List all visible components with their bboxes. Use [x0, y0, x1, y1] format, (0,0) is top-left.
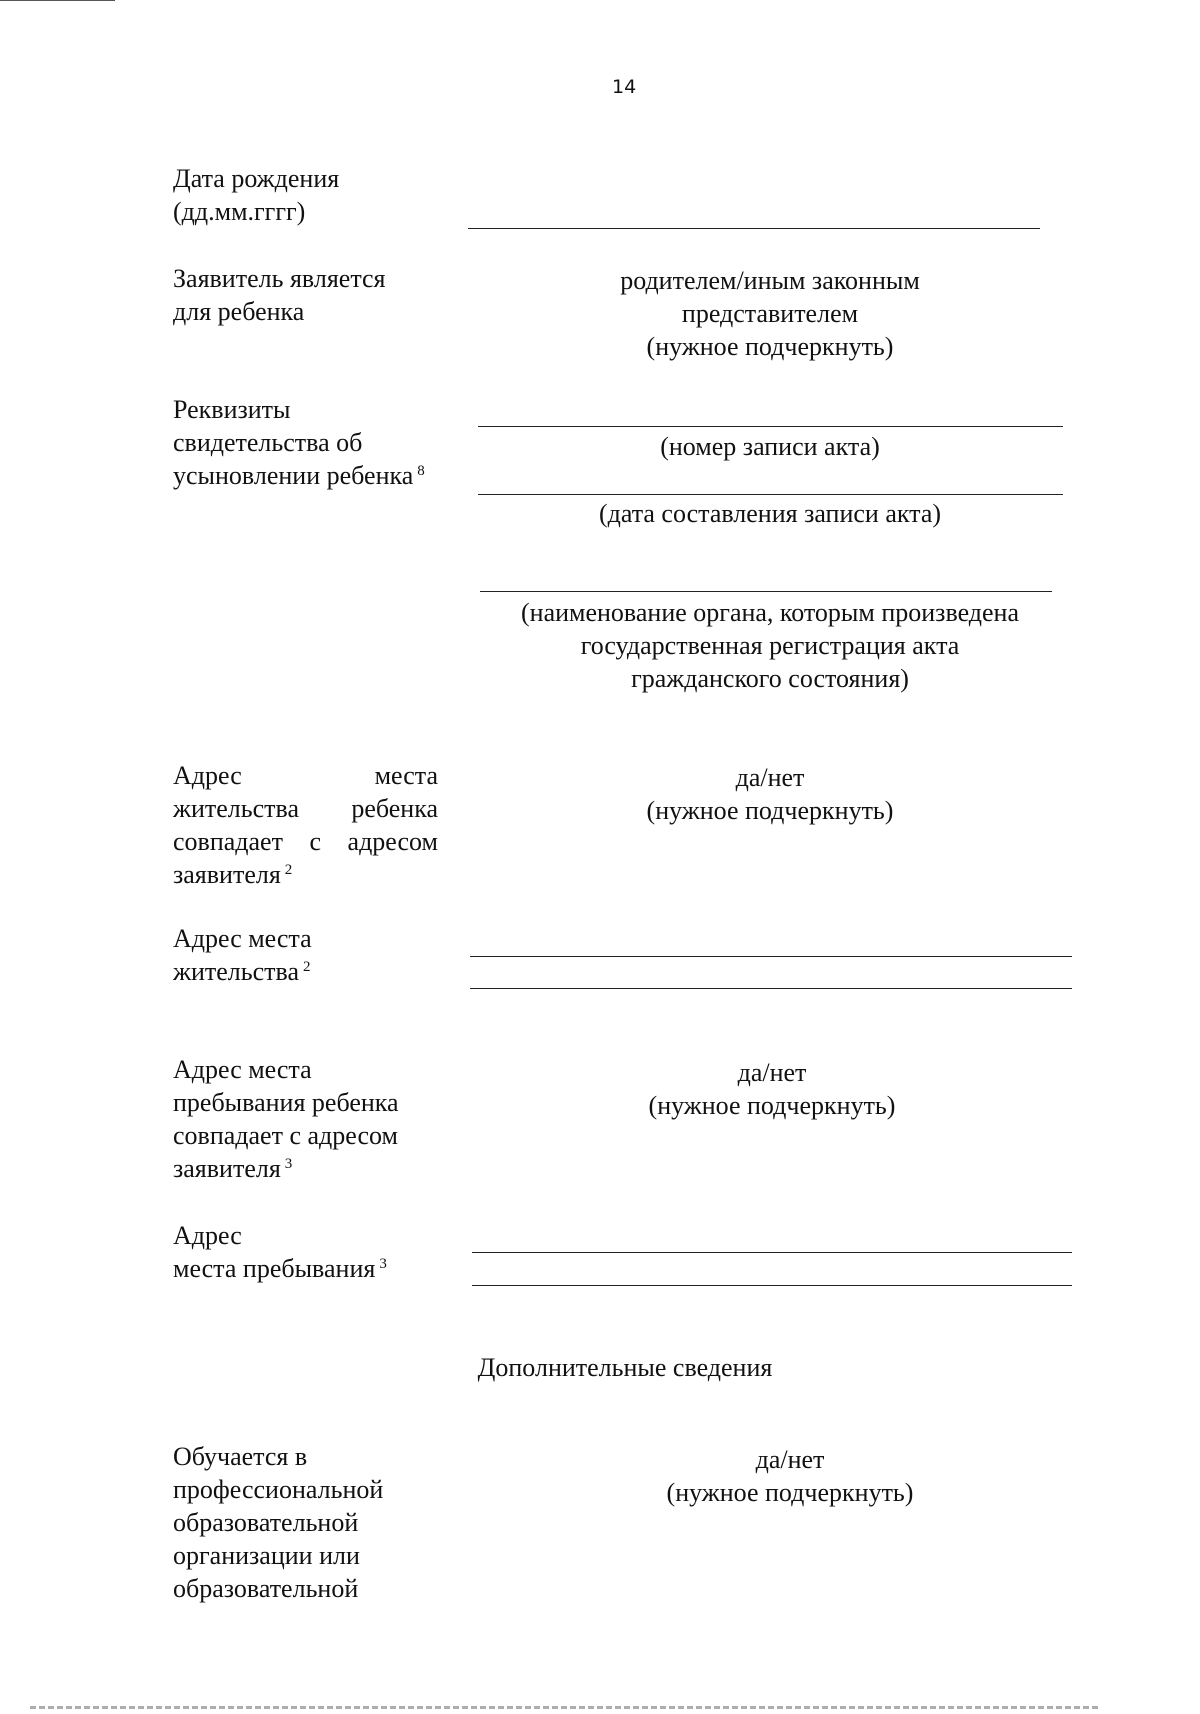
authority-caption-3: гражданского состояния): [631, 664, 909, 693]
stay-match-hint: (нужное подчеркнуть): [648, 1091, 896, 1120]
stay-address-label: Адрес: [173, 1221, 242, 1250]
studies-value: да/нет: [755, 1445, 825, 1474]
stay-match-label-3: совпадает с адресом: [173, 1121, 398, 1150]
record-number-caption: (номер записи акта): [660, 432, 880, 461]
applicant-is-hint: (нужное подчеркнуть): [646, 332, 894, 361]
applicant-is-label-2: для ребенка: [173, 297, 305, 326]
scan-edge-bottom: [30, 1706, 1100, 1709]
page-number: 14: [612, 76, 637, 98]
residence-match-value: да/нет: [735, 763, 805, 792]
residence-address-line: [470, 956, 1072, 957]
applicant-is-value-2: представителем: [681, 299, 859, 328]
footnote-marker: 2: [303, 959, 311, 975]
adoption-cert-label-2: свидетельства об: [173, 428, 363, 457]
footnote-marker: 8: [417, 463, 425, 479]
stay-address-line-2: [472, 1285, 1072, 1286]
additional-heading: Дополнительные сведения: [477, 1353, 773, 1382]
studies-label-3: образовательной: [173, 1508, 359, 1537]
footnote-marker: 3: [284, 1156, 293, 1172]
authority-caption: (наименование органа, которым произведена: [521, 598, 1019, 627]
residence-match-label-4: заявителя $^2$: [173, 860, 293, 889]
authority-caption-2: государственная регистрация акта: [580, 631, 960, 660]
stay-match-label-2: пребывания ребенка: [173, 1088, 399, 1117]
residence-address-line-2: [470, 988, 1072, 989]
residence-match-label-2: жительства ребенка: [173, 794, 438, 823]
adoption-cert-label-3: усыновлении ребенка $^8$: [173, 461, 425, 490]
residence-match-label: Адрес места: [173, 761, 438, 790]
record-number-line: [478, 426, 1063, 427]
record-date-caption: (дата составления записи акта): [598, 499, 942, 528]
adoption-cert-label: Реквизиты: [173, 395, 291, 424]
authority-line: [480, 591, 1052, 592]
studies-label: Обучается в: [173, 1442, 308, 1471]
residence-address-label-2: жительства $^2$: [173, 957, 311, 986]
stay-address-label-2: места пребывания $^3$: [173, 1254, 387, 1283]
applicant-is-value: родителем/иным законным: [620, 266, 920, 295]
studies-label-5: образовательной: [173, 1574, 359, 1603]
record-date-line: [478, 494, 1063, 495]
residence-match-hint: (нужное подчеркнуть): [646, 796, 894, 825]
studies-hint: (нужное подчеркнуть): [666, 1478, 914, 1507]
residence-address-label: Адрес места: [173, 924, 312, 953]
birth-date-line: [468, 228, 1040, 229]
stay-match-value: да/нет: [737, 1058, 807, 1087]
applicant-is-label: Заявитель является: [173, 264, 386, 293]
birth-date-format: (дд.мм.гггг): [173, 197, 306, 226]
scan-edge-top: [0, 0, 115, 1]
stay-match-label: Адрес места: [173, 1055, 312, 1084]
stay-address-line: [472, 1252, 1072, 1253]
residence-match-label-3: совпадает с адресом: [173, 827, 438, 856]
studies-label-4: организации или: [173, 1541, 360, 1570]
footnote-marker: 3: [379, 1256, 387, 1272]
birth-date-label: Дата рождения: [173, 164, 340, 193]
studies-label-2: профессиональной: [173, 1475, 384, 1504]
footnote-marker: 2: [284, 862, 293, 878]
stay-match-label-4: заявителя $^3$: [173, 1154, 293, 1183]
